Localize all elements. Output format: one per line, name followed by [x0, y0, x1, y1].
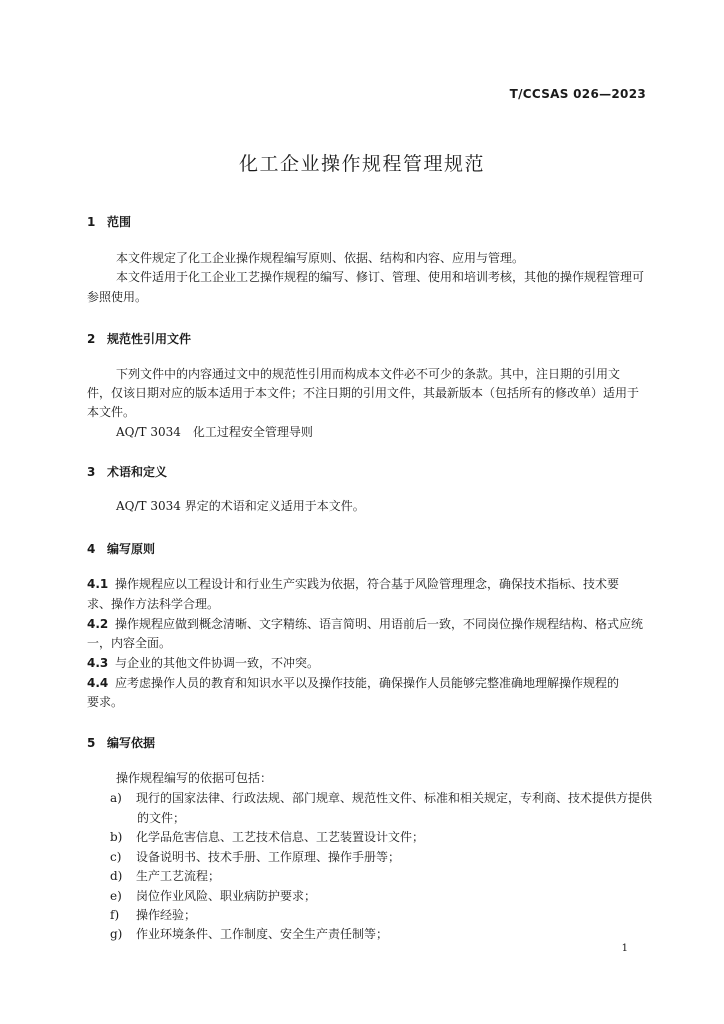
- section-title: 范围: [107, 215, 132, 229]
- list-continuation: 的文件；: [137, 811, 186, 825]
- paragraph-line: 本文件。: [87, 405, 136, 419]
- paragraph-line: 本文件规定了化工企业操作规程编写原则、依据、结构和内容、应用与管理。: [116, 251, 525, 265]
- list-text: 化学品危害信息、工艺技术信息、工艺装置设计文件；: [136, 830, 425, 844]
- clause-text: 操作规程应做到概念清晰、文字精练、语言简明、用语前后一致，不同岗位操作规程结构、格式应统: [115, 617, 644, 631]
- clause-4-4: [87, 675, 619, 691]
- clause-number: 4.2: [87, 617, 109, 631]
- page-number: 1: [621, 943, 628, 954]
- clause-continuation: 求、操作方法科学合理。: [87, 597, 220, 611]
- clause-4-2: [87, 616, 643, 632]
- standard-code: T/CCSAS 026—2023: [509, 87, 646, 101]
- list-marker: g): [110, 927, 123, 941]
- section-heading-normative-references: [87, 330, 191, 347]
- list-marker: a): [110, 791, 122, 805]
- list-marker: b): [110, 830, 123, 844]
- document-title: 化工企业操作规程管理规范: [238, 153, 485, 175]
- list-text: 操作经验；: [136, 908, 197, 922]
- section-title: 编写依据: [107, 736, 156, 750]
- section-number: 5: [87, 736, 96, 750]
- list-item: [110, 829, 424, 845]
- list-text: 岗位作业风险、职业病防护要求；: [136, 889, 317, 903]
- clause-text: 与企业的其他文件协调一致，不冲突。: [115, 656, 320, 670]
- paragraph-line: 下列文件中的内容通过文中的规范性引用而构成本文件必不可少的条款。其中，注日期的引用文: [116, 367, 621, 381]
- section-number: 1: [87, 215, 96, 229]
- list-text: 设备说明书、技术手册、工作原理、操作手册等；: [136, 850, 401, 864]
- clause-continuation: 一，内容全面。: [87, 636, 172, 650]
- paragraph-line: AQ/T 3034 界定的术语和定义适用于本文件。: [116, 499, 365, 513]
- list-item: [110, 849, 400, 865]
- list-item: [110, 907, 196, 923]
- clause-4-1: [87, 576, 619, 592]
- clause-number: 4.1: [87, 577, 109, 591]
- list-item: [110, 888, 316, 904]
- section-heading-principles: [87, 540, 155, 557]
- section-number: 2: [87, 332, 96, 346]
- section-number: 3: [87, 465, 96, 479]
- clause-text: 应考虑操作人员的教育和知识水平以及操作技能，确保操作人员能够完整准确地理解操作规程的: [115, 676, 620, 690]
- list-text: 现行的国家法律、行政法规、部门规章、规范性文件、标准和相关规定，专利商、技术提供方提供: [136, 791, 653, 805]
- clause-4-3: [87, 655, 319, 671]
- section-heading-basis: [87, 734, 155, 751]
- paragraph-line: 本文件适用于化工企业工艺操作规程的编写、修订、管理、使用和培训考核，其他的操作规程管理可: [116, 270, 645, 284]
- section-heading-terms: [87, 463, 167, 480]
- clause-text: 操作规程应以工程设计和行业生产实践为依据，符合基于风险管理理念，确保技术指标、技术要: [115, 577, 620, 591]
- paragraph-line: 操作规程编写的依据可包括：: [116, 771, 273, 785]
- section-heading-scope: [87, 213, 131, 230]
- paragraph-line: 参照使用。: [87, 290, 148, 304]
- paragraph-line: 件，仅该日期对应的版本适用于本文件；不注日期的引用文件，其最新版本（包括所有的修改单）适用于: [87, 386, 640, 400]
- reference-entry: AQ/T 3034 化工过程安全管理导则: [116, 425, 313, 439]
- section-number: 4: [87, 542, 96, 556]
- clause-number: 4.4: [87, 676, 109, 690]
- list-item: [110, 926, 388, 942]
- list-marker: c): [110, 850, 122, 864]
- list-text: 生产工艺流程；: [136, 869, 221, 883]
- clause-number: 4.3: [87, 656, 109, 670]
- list-marker: e): [110, 889, 122, 903]
- list-item: [110, 790, 652, 806]
- clause-continuation: 要求。: [87, 695, 124, 709]
- section-title: 规范性引用文件: [107, 332, 192, 346]
- section-title: 编写原则: [107, 542, 156, 556]
- list-text: 作业环境条件、工作制度、安全生产责任制等；: [136, 927, 389, 941]
- section-title: 术语和定义: [107, 465, 168, 479]
- list-marker: d): [110, 869, 123, 883]
- list-item: [110, 868, 220, 884]
- list-marker: f): [110, 908, 120, 922]
